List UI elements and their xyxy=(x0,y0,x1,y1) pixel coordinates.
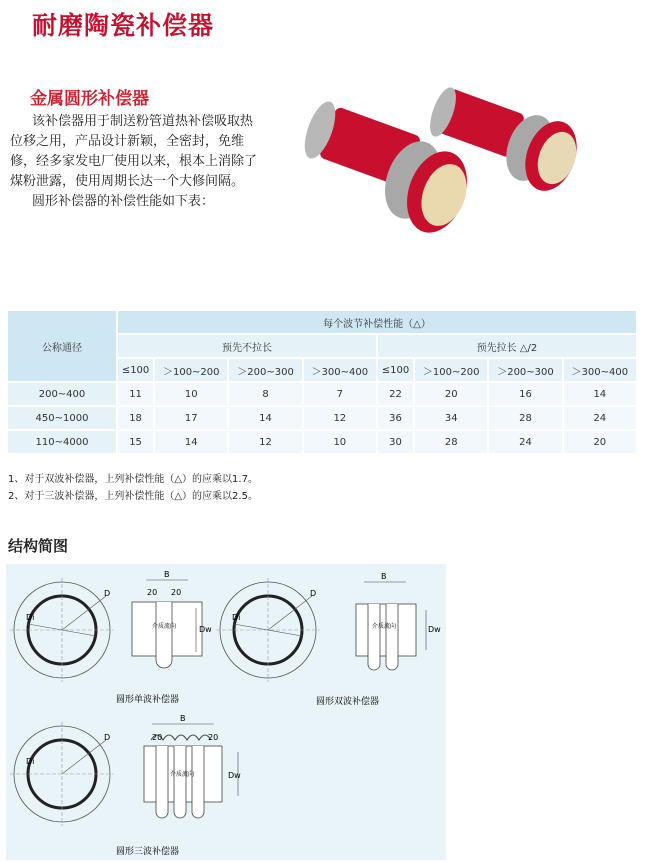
row-label: 200~400 xyxy=(8,383,116,405)
range-header: ＞200~300 xyxy=(489,359,561,381)
dim-label: D xyxy=(310,589,317,598)
group-header-performance: 每个波节补偿性能（△） xyxy=(118,311,636,333)
product-photo xyxy=(295,60,640,275)
dim-label: 20 xyxy=(208,733,219,742)
dim-label: Dw xyxy=(428,625,441,634)
table-cell: 12 xyxy=(229,431,301,453)
dim-label: B xyxy=(180,714,186,723)
table-cell: 11 xyxy=(118,383,153,405)
table-cell: 34 xyxy=(415,407,487,429)
dim-label: 20 xyxy=(171,588,182,597)
col-header-nominal-diameter: 公称通径 xyxy=(8,311,116,381)
single-wave-circle-view xyxy=(10,578,114,682)
dim-label: Dw xyxy=(199,625,212,634)
product-subtitle: 金属圆形补偿器 xyxy=(30,89,149,109)
intro-table-lead: 圆形补偿器的补偿性能如下表： xyxy=(32,194,215,209)
notes xyxy=(8,471,258,505)
range-header: ≤100 xyxy=(118,359,153,381)
table-cell: 10 xyxy=(304,431,376,453)
table-cell: 17 xyxy=(155,407,227,429)
flow-label: 介质流向 xyxy=(152,623,177,630)
table-cell: 30 xyxy=(378,431,413,453)
range-header: ＞300~400 xyxy=(564,359,636,381)
table-cell: 28 xyxy=(489,407,561,429)
dim-label: B xyxy=(164,570,170,579)
dim-label: D xyxy=(104,733,111,742)
table-row xyxy=(8,407,636,429)
table-cell: 7 xyxy=(304,383,376,405)
double-wave-label: 圆形双波补偿器 xyxy=(316,697,380,707)
dim-label: B xyxy=(381,572,387,581)
section-title: 结构简图 xyxy=(8,537,69,555)
intro-paragraph: 该补偿器用于制送粉管道热补偿吸取热位移之用，产品设计新颖，全密封，免维修，经多家发电厂使用以来，根本上消除了煤粉泄露，使用周期长达一个大修间隔。 xyxy=(10,114,258,189)
dim-label: D xyxy=(104,589,111,598)
dim-label: 20 xyxy=(152,733,163,742)
table-row xyxy=(8,383,636,405)
table-cell: 14 xyxy=(155,431,227,453)
range-header: ＞100~200 xyxy=(415,359,487,381)
note-item: 2、对于三波补偿器，上列补偿性能（△）的应乘以2.5。 xyxy=(8,491,258,502)
table-cell: 15 xyxy=(118,431,153,453)
table-cell: 24 xyxy=(564,407,636,429)
table-cell: 14 xyxy=(229,407,301,429)
intro-text xyxy=(10,112,262,212)
dim-label: Di xyxy=(26,613,35,622)
triple-wave-side-view xyxy=(116,714,241,857)
sub-header-not-prestretched: 预先不拉长 xyxy=(118,335,376,357)
page-title: 耐磨陶瓷补偿器 xyxy=(32,11,215,40)
performance-table xyxy=(6,309,638,455)
triple-wave-label: 圆形三波补偿器 xyxy=(116,847,180,857)
range-header: ＞300~400 xyxy=(304,359,376,381)
table-cell: 8 xyxy=(229,383,301,405)
table-cell: 16 xyxy=(489,383,561,405)
table-cell: 28 xyxy=(415,431,487,453)
table-cell: 12 xyxy=(304,407,376,429)
table-cell: 22 xyxy=(378,383,413,405)
table-cell: 10 xyxy=(155,383,227,405)
range-header: ＞200~300 xyxy=(229,359,301,381)
table-cell: 24 xyxy=(489,431,561,453)
table-cell: 18 xyxy=(118,407,153,429)
double-wave-circle-view xyxy=(216,578,320,682)
single-wave-side-view xyxy=(116,570,212,705)
single-wave-label: 圆形单波补偿器 xyxy=(116,695,180,705)
dim-label: Di xyxy=(26,757,35,766)
dim-label: Dw xyxy=(228,771,241,780)
triple-wave-circle-view xyxy=(10,722,114,826)
table-cell: 20 xyxy=(564,431,636,453)
range-header: ＞100~200 xyxy=(155,359,227,381)
note-item: 1、对于双波补偿器，上列补偿性能（△）的应乘以1.7。 xyxy=(8,474,258,485)
range-header: ≤100 xyxy=(378,359,413,381)
dim-label: Di xyxy=(232,613,241,622)
table-cell: 20 xyxy=(415,383,487,405)
structure-diagram xyxy=(6,564,446,860)
table-cell: 36 xyxy=(378,407,413,429)
double-wave-side-view xyxy=(316,572,441,707)
row-label: 450~1000 xyxy=(8,407,116,429)
dim-label: 20 xyxy=(147,588,158,597)
row-label: 110~4000 xyxy=(8,431,116,453)
table-row xyxy=(8,431,636,453)
flow-label: 介质流向 xyxy=(372,623,397,630)
flow-label: 介质流向 xyxy=(170,771,195,778)
table-cell: 14 xyxy=(564,383,636,405)
sub-header-prestretched: 预先拉长 △/2 xyxy=(378,335,636,357)
